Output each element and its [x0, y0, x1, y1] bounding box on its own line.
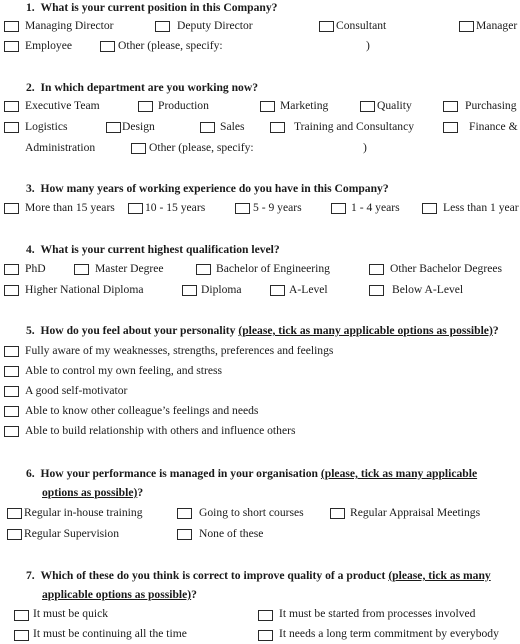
q4-option-below-a-level: Below A-Level [392, 283, 464, 296]
q2-heading: 2. In which department are you working now? [26, 81, 258, 94]
q2-option-marketing: Marketing [280, 99, 329, 112]
q5-heading [26, 324, 499, 338]
q6-option-in-house-training: Regular in-house training [24, 506, 143, 519]
q2-option-production: Production [158, 99, 209, 112]
q1-checkbox-other[interactable] [100, 41, 115, 52]
q4-checkbox-other-bachelor-degrees[interactable] [369, 264, 384, 275]
q3-option-5-9: 5 - 9 years [253, 201, 302, 214]
q5-heading-suffix: ? [492, 324, 499, 337]
q1-option-deputy-director: Deputy Director [177, 19, 253, 32]
q5-checkbox-self-aware[interactable] [4, 346, 19, 357]
q7-heading [26, 569, 491, 583]
q7-heading-note-line1: (please, tick as many [388, 569, 491, 582]
q6-option-regular-supervision: Regular Supervision [24, 527, 119, 540]
q2-checkbox-other[interactable] [131, 143, 146, 154]
q3-heading: 3. How many years of working experience do you have in this Company? [26, 182, 389, 195]
q5-option-self-aware: Fully aware of my weaknesses, strengths, preferences and feelings [25, 344, 334, 357]
q7-option-processes: It must be started from processes involved [279, 607, 476, 620]
q3-checkbox-less-than-1[interactable] [422, 203, 437, 214]
q7-heading-text: 7. Which of these do you think is correct to improve quality of a product [26, 569, 389, 582]
q6-option-none: None of these [199, 527, 264, 540]
q1-other-close-paren: ) [366, 39, 370, 52]
q7-checkbox-quick[interactable] [14, 610, 29, 621]
q2-checkbox-production[interactable] [138, 101, 153, 112]
q1-option-consultant: Consultant [336, 19, 387, 32]
q2-checkbox-sales[interactable] [200, 122, 215, 133]
q6-checkbox-appraisal-meetings[interactable] [330, 508, 345, 519]
q4-option-higher-national-diploma: Higher National Diploma [25, 283, 144, 296]
q4-checkbox-below-a-level[interactable] [369, 285, 384, 296]
q5-checkbox-empathy[interactable] [4, 406, 19, 417]
q2-checkbox-logistics[interactable] [4, 122, 19, 133]
q7-option-quick: It must be quick [33, 607, 109, 620]
q6-heading-line2 [42, 486, 143, 500]
q3-option-1-4: 1 - 4 years [351, 201, 400, 214]
q2-other-close-paren: ) [363, 141, 367, 154]
q1-checkbox-deputy-director[interactable] [155, 21, 170, 32]
q1-checkbox-employee[interactable] [4, 41, 19, 52]
q2-option-administration: Administration [25, 141, 96, 154]
q6-option-appraisal-meetings: Regular Appraisal Meetings [350, 506, 481, 519]
q6-heading-text: 6. How your performance is managed in your organisation [26, 467, 321, 480]
q4-option-phd: PhD [25, 262, 46, 275]
q4-checkbox-higher-national-diploma[interactable] [4, 285, 19, 296]
q2-checkbox-executive-team[interactable] [4, 101, 19, 112]
q4-checkbox-phd[interactable] [4, 264, 19, 275]
q7-heading-note-line2: applicable options as possible) [42, 588, 192, 601]
q3-checkbox-more-than-15[interactable] [4, 203, 19, 214]
q3-option-less-than-1: Less than 1 year [443, 201, 519, 214]
q4-checkbox-a-level[interactable] [270, 285, 285, 296]
q5-checkbox-relationships[interactable] [4, 426, 19, 437]
q6-option-short-courses: Going to short courses [199, 506, 304, 519]
q7-heading-line2 [42, 588, 197, 602]
q2-option-training-and-consultancy: Training and Consultancy [294, 120, 415, 133]
q2-checkbox-design[interactable] [106, 122, 121, 133]
q4-checkbox-bachelor-of-engineering[interactable] [196, 264, 211, 275]
q5-option-empathy: Able to know other colleague’s feelings and needs [25, 404, 259, 417]
q3-option-more-than-15: More than 15 years [25, 201, 115, 214]
q1-heading: 1. What is your current position in this Company? [26, 1, 278, 14]
q6-heading-note-line1: (please, tick as many applicable [320, 467, 478, 480]
q4-option-bachelor-of-engineering: Bachelor of Engineering [216, 262, 330, 275]
q6-heading-suffix: ? [137, 486, 144, 499]
q6-checkbox-in-house-training[interactable] [7, 508, 22, 519]
q6-checkbox-short-courses[interactable] [177, 508, 192, 519]
q4-option-other-bachelor-degrees: Other Bachelor Degrees [390, 262, 503, 275]
q1-option-other: Other (please, specify: [118, 39, 223, 52]
q6-heading-note-line2: options as possible) [42, 486, 138, 499]
q7-option-long-term-commitment: It needs a long term commitment by everybody [279, 627, 499, 640]
q3-option-10-15: 10 - 15 years [145, 201, 206, 214]
q4-checkbox-diploma[interactable] [182, 285, 197, 296]
q2-option-finance: Finance & [469, 120, 518, 133]
q6-checkbox-none[interactable] [177, 529, 192, 540]
q2-checkbox-quality[interactable] [360, 101, 375, 112]
q1-option-manager: Manager [476, 19, 518, 32]
q7-checkbox-processes[interactable] [258, 610, 273, 621]
q6-heading [26, 467, 477, 481]
q4-heading: 4. What is your current highest qualification level? [26, 243, 280, 256]
q4-checkbox-master-degree[interactable] [74, 264, 89, 275]
q3-checkbox-5-9[interactable] [235, 203, 250, 214]
q2-option-executive-team: Executive Team [25, 99, 100, 112]
q2-option-purchasing: Purchasing [465, 99, 517, 112]
q5-option-relationships: Able to build relationship with others and influence others [25, 424, 296, 437]
q4-option-a-level: A-Level [289, 283, 328, 296]
q7-checkbox-long-term-commitment[interactable] [258, 630, 273, 641]
q1-checkbox-managing-director[interactable] [4, 21, 19, 32]
q7-option-continuing: It must be continuing all the time [33, 627, 187, 640]
q1-checkbox-consultant[interactable] [319, 21, 334, 32]
q1-checkbox-manager[interactable] [459, 21, 474, 32]
q4-option-diploma: Diploma [201, 283, 242, 296]
q7-heading-suffix: ? [191, 588, 197, 601]
q2-checkbox-training-and-consultancy[interactable] [270, 122, 285, 133]
q7-checkbox-continuing[interactable] [14, 630, 29, 641]
q2-option-design: Design [122, 120, 155, 133]
q5-heading-text: 5. How do you feel about your personality [26, 324, 239, 337]
q5-checkbox-self-control[interactable] [4, 366, 19, 377]
q3-checkbox-1-4[interactable] [331, 203, 346, 214]
q2-option-sales: Sales [220, 120, 245, 133]
q5-option-self-control: Able to control my own feeling, and stress [25, 364, 223, 377]
q2-checkbox-marketing[interactable] [260, 101, 275, 112]
q5-heading-note: (please, tick as many applicable options as possible) [238, 324, 493, 337]
q1-option-managing-director: Managing Director [25, 19, 114, 32]
q2-checkbox-purchasing[interactable] [443, 101, 458, 112]
q5-checkbox-self-motivator[interactable] [4, 386, 19, 397]
q2-option-quality: Quality [377, 99, 412, 112]
q4-option-master-degree: Master Degree [95, 262, 164, 275]
q5-option-self-motivator: A good self-motivator [25, 384, 128, 397]
q2-option-other: Other (please, specify: [149, 141, 254, 154]
q2-checkbox-finance-administration[interactable] [443, 122, 458, 133]
q6-checkbox-regular-supervision[interactable] [7, 529, 22, 540]
q2-option-logistics: Logistics [25, 120, 68, 133]
q3-checkbox-10-15[interactable] [128, 203, 143, 214]
q1-option-employee: Employee [25, 39, 73, 52]
